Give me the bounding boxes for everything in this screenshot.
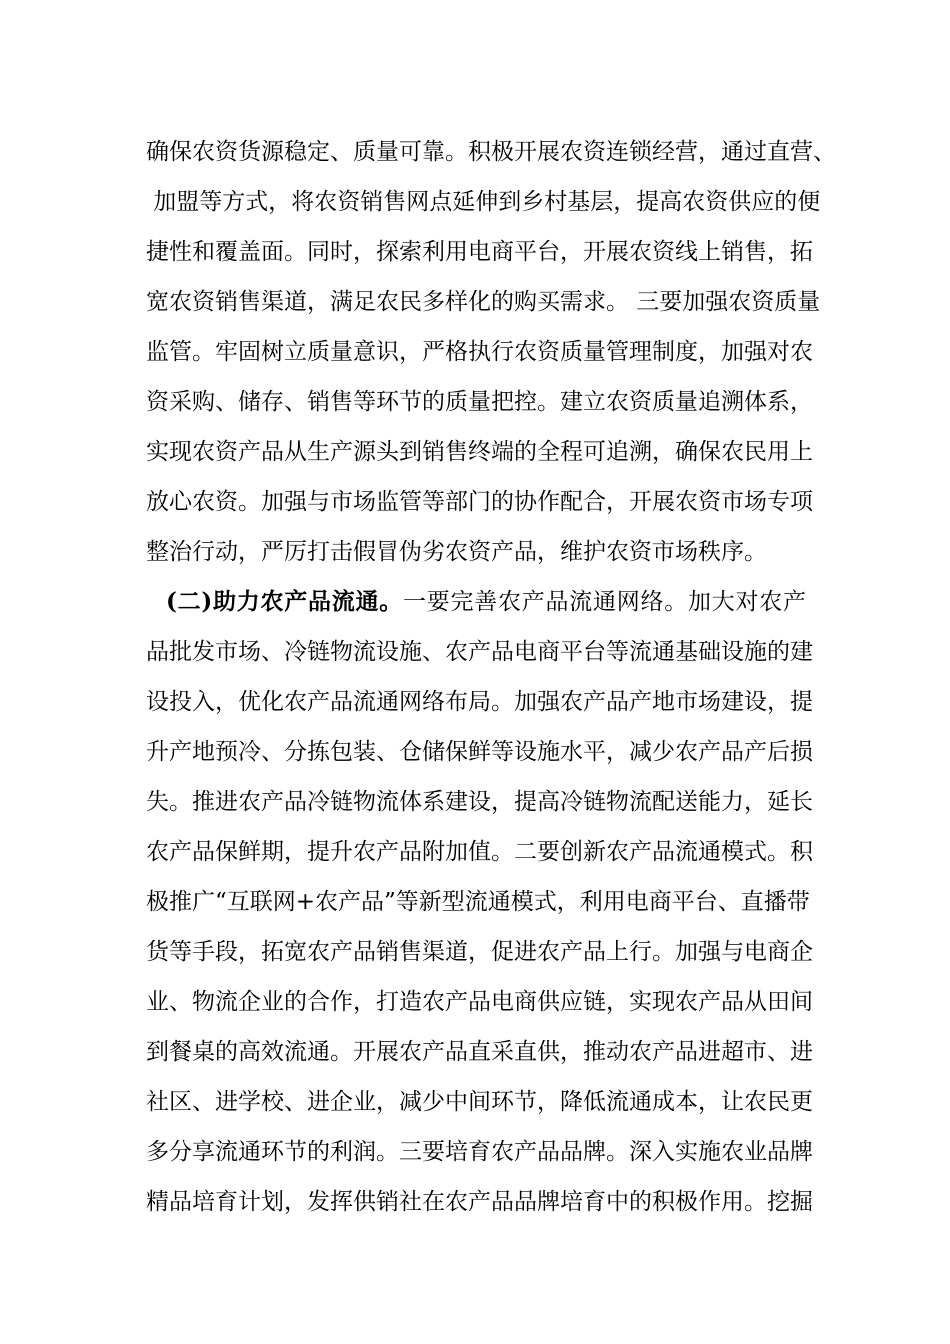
paragraph-line: 加盟等方式，将农资销售网点延伸到乡村基层，提高农资供应的便 <box>146 189 821 215</box>
paragraph-line: 监管。牢固树立质量意识，严格执行农资质量管理制度，加强对农 <box>146 339 813 365</box>
paragraph-line: 放心农资。加强与市场监管等部门的协作配合，开展农资市场专项 <box>146 489 813 515</box>
paragraph-line: 精品培育计划，发挥供销社在农产品品牌培育中的积极作用。挖掘 <box>146 1189 813 1215</box>
paragraph-line: 失。推进农产品冷链物流体系建设，提高冷链物流配送能力，延长 <box>146 789 813 815</box>
paragraph-line: 多分享流通环节的利润。三要培育农产品品牌。深入实施农业品牌 <box>146 1139 813 1165</box>
paragraph-line: 品批发市场、冷链物流设施、农产品电商平台等流通基础设施的建 <box>146 639 813 665</box>
section-first-line-rest: 一要完善农产品流通网络。加大对农产 <box>403 589 807 615</box>
paragraph-line: 到餐桌的高效流通。开展农产品直采直供，推动农产品进超市、进 <box>146 1039 813 1065</box>
section-first-line <box>166 587 806 617</box>
paragraph-line: 确保农资货源稳定、质量可靠。积极开展农资连锁经营，通过直营、 <box>146 139 836 165</box>
paragraph-line: 社区、进学校、进企业，减少中间环节，降低流通成本，让农民更 <box>146 1089 813 1115</box>
paragraph-line: 业、物流企业的合作，打造农产品电商供应链，实现农产品从田间 <box>146 989 813 1015</box>
paragraph-line: 设投入，优化农产品流通网络布局。加强农产品产地市场建设，提 <box>146 689 813 715</box>
paragraph-line: 资采购、储存、销售等环节的质量把控。建立农资质量追溯体系， <box>146 389 813 415</box>
paragraph-line: 宽农资销售渠道，满足农民多样化的购买需求。 三要加强农资质量 <box>146 289 821 315</box>
paragraph-line: 货等手段，拓宽农产品销售渠道，促进农产品上行。加强与电商企 <box>146 939 813 965</box>
paragraph-line: 极推广“互联网+农产品”等新型流通模式，利用电商平台、直播带 <box>146 889 810 915</box>
paragraph-line: 实现农资产品从生产源头到销售终端的全程可追溯，确保农民用上 <box>146 439 813 465</box>
section-heading: (二)助力农产品流通。 <box>166 588 404 615</box>
paragraph-line: 升产地预冷、分拣包装、仓储保鲜等设施水平，减少农产品产后损 <box>146 739 813 765</box>
paragraph-line: 农产品保鲜期，提升农产品附加值。二要创新农产品流通模式。积 <box>146 839 813 865</box>
paragraph-line: 整治行动，严厉打击假冒伪劣农资产品，维护农资市场秩序。 <box>146 539 767 565</box>
paragraph-line: 捷性和覆盖面。同时，探索利用电商平台，开展农资线上销售，拓 <box>146 239 813 265</box>
